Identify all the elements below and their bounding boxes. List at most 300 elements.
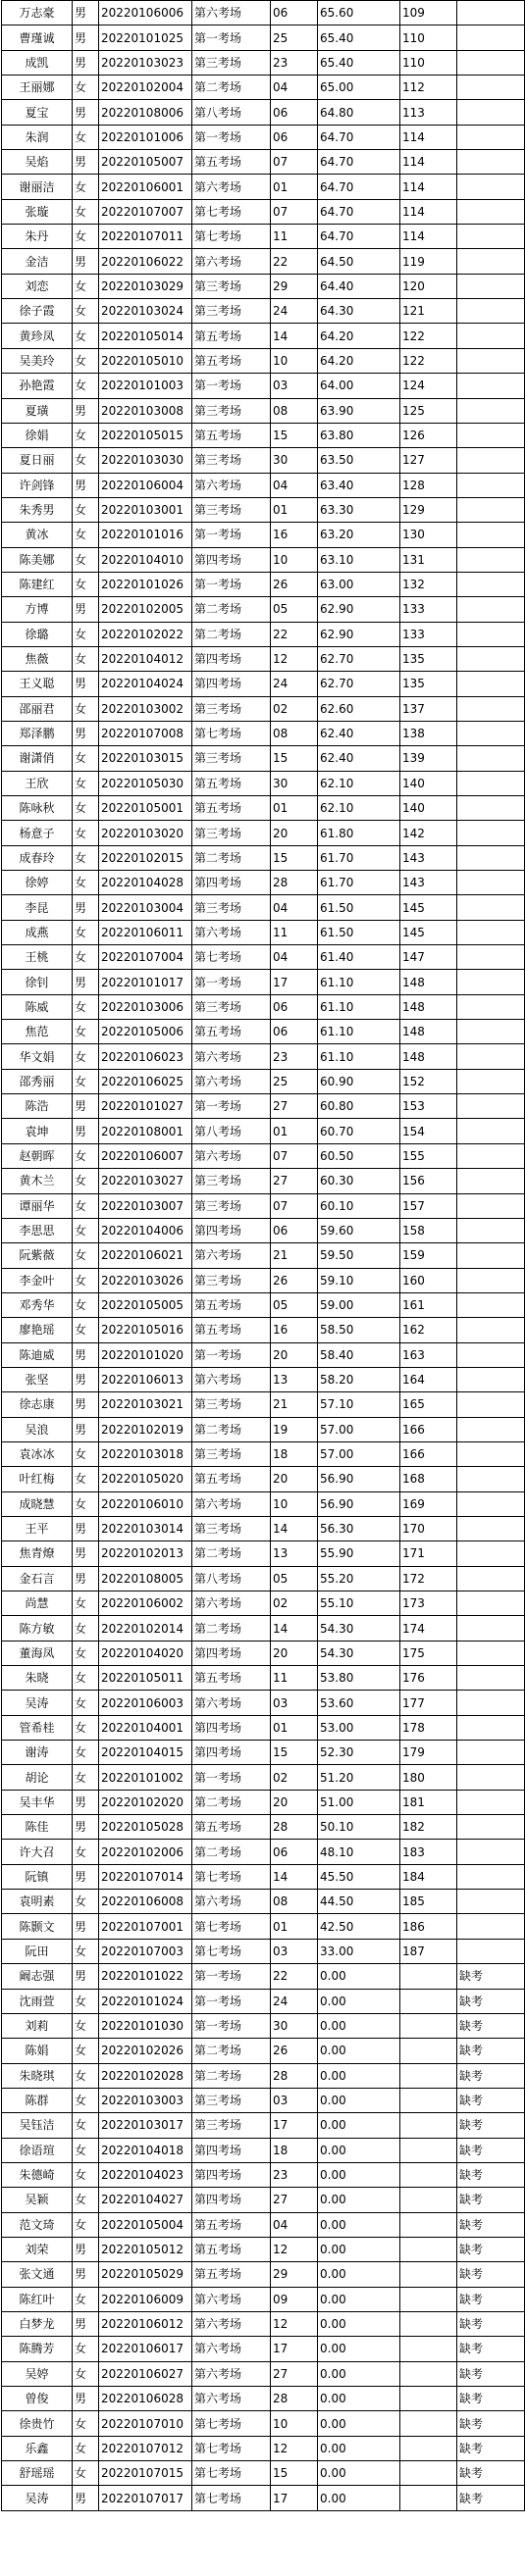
table-row <box>2 871 525 895</box>
candidate-name-cell: 成凯 <box>2 50 73 75</box>
rank-cell: 184 <box>400 1864 457 1889</box>
gender-cell: 女 <box>73 1641 99 1665</box>
remark-cell <box>457 622 525 646</box>
gender-cell: 女 <box>73 1243 99 1268</box>
exam-room-cell: 第一考场 <box>192 2013 271 2038</box>
exam-room-cell: 第一考场 <box>192 1342 271 1367</box>
exam-room-cell: 第四考场 <box>192 1641 271 1665</box>
seat-number-cell: 27 <box>271 1094 318 1119</box>
remark-cell: 缺考 <box>457 2436 525 2460</box>
gender-cell: 女 <box>73 994 99 1019</box>
exam-number-cell: 20220101003 <box>99 374 192 398</box>
gender-cell: 女 <box>73 572 99 596</box>
exam-room-cell: 第七考场 <box>192 1914 271 1939</box>
exam-number-cell: 20220103002 <box>99 696 192 721</box>
rank-cell <box>400 2088 457 2112</box>
remark-cell <box>457 547 525 572</box>
table-row <box>2 994 525 1019</box>
seat-number-cell: 04 <box>271 895 318 920</box>
table-row <box>2 497 525 522</box>
exam-room-cell: 第一考场 <box>192 1094 271 1119</box>
gender-cell: 女 <box>73 2337 99 2361</box>
seat-number-cell: 01 <box>271 796 318 821</box>
seat-number-cell: 23 <box>271 1044 318 1069</box>
table-row <box>2 1964 525 1989</box>
seat-number-cell: 08 <box>271 398 318 423</box>
gender-cell: 女 <box>73 125 99 149</box>
exam-number-cell: 20220103023 <box>99 50 192 75</box>
gender-cell: 女 <box>73 2013 99 2038</box>
remark-cell: 缺考 <box>457 2063 525 2088</box>
remark-cell <box>457 50 525 75</box>
rank-cell: 114 <box>400 199 457 224</box>
table-row <box>2 1367 525 1391</box>
candidate-name-cell: 陈群 <box>2 2088 73 2112</box>
exam-room-cell: 第五考场 <box>192 796 271 821</box>
rank-cell <box>400 2461 457 2486</box>
score-cell: 0.00 <box>318 2411 400 2436</box>
gender-cell: 女 <box>73 324 99 348</box>
seat-number-cell: 13 <box>271 1541 318 1566</box>
seat-number-cell: 16 <box>271 1318 318 1342</box>
table-row <box>2 1616 525 1641</box>
exam-room-cell: 第三考场 <box>192 1441 271 1466</box>
candidate-name-cell: 陈美娜 <box>2 547 73 572</box>
gender-cell: 男 <box>73 1342 99 1367</box>
remark-cell: 缺考 <box>457 2013 525 2038</box>
table-row <box>2 721 525 745</box>
exam-number-cell: 20220102019 <box>99 1417 192 1441</box>
exam-room-cell: 第七考场 <box>192 225 271 249</box>
gender-cell: 女 <box>73 871 99 895</box>
exam-number-cell: 20220103007 <box>99 1193 192 1218</box>
remark-cell: 缺考 <box>457 1989 525 2013</box>
exam-room-cell: 第三考场 <box>192 1193 271 1218</box>
score-cell: 61.10 <box>318 994 400 1019</box>
exam-room-cell: 第三考场 <box>192 696 271 721</box>
gender-cell: 女 <box>73 497 99 522</box>
seat-number-cell: 20 <box>271 1467 318 1491</box>
candidate-name-cell: 成晓慧 <box>2 1491 73 1516</box>
candidate-name-cell: 成春玲 <box>2 845 73 870</box>
gender-cell: 女 <box>73 2039 99 2063</box>
rank-cell: 135 <box>400 672 457 696</box>
remark-cell <box>457 696 525 721</box>
score-cell: 54.30 <box>318 1616 400 1641</box>
seat-number-cell: 12 <box>271 646 318 671</box>
exam-room-cell: 第五考场 <box>192 1815 271 1840</box>
seat-number-cell: 06 <box>271 994 318 1019</box>
exam-number-cell: 20220108005 <box>99 1566 192 1591</box>
remark-cell <box>457 597 525 622</box>
rank-cell: 145 <box>400 895 457 920</box>
exam-room-cell: 第一考场 <box>192 125 271 149</box>
rank-cell: 135 <box>400 646 457 671</box>
remark-cell <box>457 1467 525 1491</box>
candidate-name-cell: 曹瑾诚 <box>2 25 73 50</box>
gender-cell: 女 <box>73 1318 99 1342</box>
rank-cell: 174 <box>400 1616 457 1641</box>
seat-number-cell: 06 <box>271 1020 318 1044</box>
score-cell: 65.60 <box>318 1 400 25</box>
candidate-name-cell: 舒瑶瑶 <box>2 2461 73 2486</box>
exam-room-cell: 第五考场 <box>192 324 271 348</box>
score-cell: 61.10 <box>318 970 400 994</box>
gender-cell: 男 <box>73 1914 99 1939</box>
score-cell: 62.70 <box>318 646 400 671</box>
seat-number-cell: 27 <box>271 2188 318 2212</box>
candidate-name-cell: 王桃 <box>2 945 73 970</box>
exam-room-cell: 第六考场 <box>192 920 271 944</box>
seat-number-cell: 02 <box>271 1765 318 1790</box>
remark-cell <box>457 1491 525 1516</box>
candidate-name-cell: 吴婷 <box>2 2361 73 2386</box>
exam-number-cell: 20220101017 <box>99 970 192 994</box>
rank-cell <box>400 2311 457 2336</box>
score-cell: 62.60 <box>318 696 400 721</box>
exam-room-cell: 第一考场 <box>192 1989 271 2013</box>
exam-room-cell: 第七考场 <box>192 1864 271 1889</box>
seat-number-cell: 15 <box>271 746 318 771</box>
exam-number-cell: 20220102028 <box>99 2063 192 2088</box>
exam-number-cell: 20220102005 <box>99 597 192 622</box>
exam-room-cell: 第六考场 <box>192 1243 271 1268</box>
rank-cell: 114 <box>400 125 457 149</box>
candidate-name-cell: 张璇 <box>2 199 73 224</box>
exam-room-cell: 第二考场 <box>192 845 271 870</box>
score-cell: 0.00 <box>318 2212 400 2237</box>
rank-cell: 183 <box>400 1840 457 1864</box>
candidate-name-cell: 徐璐 <box>2 622 73 646</box>
gender-cell: 女 <box>73 2138 99 2162</box>
score-cell: 57.10 <box>318 1392 400 1417</box>
exam-room-cell: 第六考场 <box>192 175 271 199</box>
table-row <box>2 299 525 324</box>
rank-cell: 161 <box>400 1292 457 1317</box>
score-cell: 53.80 <box>318 1666 400 1691</box>
exam-room-cell: 第一考场 <box>192 25 271 50</box>
remark-cell <box>457 150 525 175</box>
table-row <box>2 2311 525 2336</box>
remark-cell: 缺考 <box>457 2039 525 2063</box>
exam-number-cell: 20220105016 <box>99 1318 192 1342</box>
rank-cell: 176 <box>400 1666 457 1691</box>
remark-cell: 缺考 <box>457 2237 525 2261</box>
seat-number-cell: 10 <box>271 547 318 572</box>
rank-cell: 170 <box>400 1516 457 1541</box>
score-cell: 62.10 <box>318 796 400 821</box>
seat-number-cell: 01 <box>271 1119 318 1143</box>
score-cell: 58.50 <box>318 1318 400 1342</box>
table-row <box>2 771 525 795</box>
exam-number-cell: 20220103014 <box>99 1516 192 1541</box>
exam-room-cell: 第六考场 <box>192 473 271 497</box>
candidate-name-cell: 陈颢文 <box>2 1914 73 1939</box>
table-row <box>2 672 525 696</box>
table-row <box>2 1715 525 1740</box>
candidate-name-cell: 张文通 <box>2 2262 73 2287</box>
exam-number-cell: 20220107003 <box>99 1939 192 1963</box>
score-cell: 57.00 <box>318 1441 400 1466</box>
seat-number-cell: 06 <box>271 100 318 125</box>
rank-cell: 120 <box>400 274 457 298</box>
score-cell: 59.60 <box>318 1218 400 1242</box>
exam-number-cell: 20220102006 <box>99 1840 192 1864</box>
gender-cell: 女 <box>73 1691 99 1715</box>
seat-number-cell: 04 <box>271 945 318 970</box>
seat-number-cell: 03 <box>271 374 318 398</box>
exam-room-cell: 第二考场 <box>192 1541 271 1566</box>
table-row <box>2 1069 525 1093</box>
seat-number-cell: 11 <box>271 1666 318 1691</box>
score-cell: 62.70 <box>318 672 400 696</box>
exam-number-cell: 20220102022 <box>99 622 192 646</box>
remark-cell <box>457 1143 525 1168</box>
seat-number-cell: 28 <box>271 2387 318 2411</box>
exam-room-cell: 第三考场 <box>192 398 271 423</box>
rank-cell: 124 <box>400 374 457 398</box>
seat-number-cell: 24 <box>271 299 318 324</box>
gender-cell: 女 <box>73 448 99 473</box>
score-cell: 44.50 <box>318 1890 400 1914</box>
score-cell: 63.90 <box>318 398 400 423</box>
table-row <box>2 2063 525 2088</box>
gender-cell: 女 <box>73 1491 99 1516</box>
gender-cell: 女 <box>73 2212 99 2237</box>
seat-number-cell: 22 <box>271 249 318 274</box>
rank-cell: 109 <box>400 1 457 25</box>
seat-number-cell: 03 <box>271 2088 318 2112</box>
candidate-name-cell: 陈方敏 <box>2 1616 73 1641</box>
exam-number-cell: 20220107014 <box>99 1864 192 1889</box>
table-row <box>2 1815 525 1840</box>
seat-number-cell: 28 <box>271 871 318 895</box>
score-cell: 64.20 <box>318 348 400 373</box>
exam-room-cell: 第四考场 <box>192 1741 271 1765</box>
exam-room-cell: 第六考场 <box>192 1890 271 1914</box>
table-row <box>2 1292 525 1317</box>
score-cell: 0.00 <box>318 2039 400 2063</box>
seat-number-cell: 09 <box>271 2287 318 2311</box>
exam-number-cell: 20220104018 <box>99 2138 192 2162</box>
seat-number-cell: 21 <box>271 1392 318 1417</box>
exam-number-cell: 20220103006 <box>99 994 192 1019</box>
exam-number-cell: 20220107015 <box>99 2461 192 2486</box>
table-row <box>2 2162 525 2187</box>
exam-number-cell: 20220106027 <box>99 2361 192 2386</box>
exam-number-cell: 20220103020 <box>99 821 192 845</box>
exam-room-cell: 第五考场 <box>192 1292 271 1317</box>
table-row <box>2 821 525 845</box>
candidate-name-cell: 徐语瑄 <box>2 2138 73 2162</box>
candidate-name-cell: 陈娟 <box>2 2039 73 2063</box>
gender-cell: 女 <box>73 1044 99 1069</box>
score-cell: 0.00 <box>318 2311 400 2336</box>
table-row <box>2 1914 525 1939</box>
score-cell: 61.50 <box>318 895 400 920</box>
exam-number-cell: 20220105004 <box>99 2212 192 2237</box>
candidate-name-cell: 徐子霞 <box>2 299 73 324</box>
gender-cell: 女 <box>73 175 99 199</box>
seat-number-cell: 17 <box>271 2337 318 2361</box>
score-cell: 64.70 <box>318 199 400 224</box>
exam-number-cell: 20220102013 <box>99 1541 192 1566</box>
seat-number-cell: 07 <box>271 199 318 224</box>
remark-cell <box>457 1392 525 1417</box>
table-row <box>2 1641 525 1665</box>
table-row <box>2 25 525 50</box>
score-cell: 63.50 <box>318 448 400 473</box>
rank-cell: 122 <box>400 348 457 373</box>
candidate-name-cell: 徐婷 <box>2 871 73 895</box>
remark-cell <box>457 1566 525 1591</box>
score-cell: 0.00 <box>318 2162 400 2187</box>
seat-number-cell: 29 <box>271 2262 318 2287</box>
rank-cell <box>400 2337 457 2361</box>
table-row <box>2 2436 525 2460</box>
seat-number-cell: 19 <box>271 1417 318 1441</box>
exam-room-cell: 第三考场 <box>192 2088 271 2112</box>
gender-cell: 女 <box>73 2113 99 2138</box>
exam-number-cell: 20220102004 <box>99 76 192 100</box>
exam-room-cell: 第八考场 <box>192 100 271 125</box>
table-row <box>2 1989 525 2013</box>
seat-number-cell: 28 <box>271 1815 318 1840</box>
table-row <box>2 845 525 870</box>
table-row <box>2 1318 525 1342</box>
exam-number-cell: 20220104015 <box>99 1741 192 1765</box>
gender-cell: 女 <box>73 523 99 547</box>
gender-cell: 男 <box>73 1094 99 1119</box>
exam-number-cell: 20220106003 <box>99 1691 192 1715</box>
candidate-name-cell: 刘恋 <box>2 274 73 298</box>
exam-number-cell: 20220101026 <box>99 572 192 596</box>
score-cell: 63.20 <box>318 523 400 547</box>
exam-room-cell: 第三考场 <box>192 50 271 75</box>
gender-cell: 女 <box>73 821 99 845</box>
rank-cell: 119 <box>400 249 457 274</box>
rank-cell: 138 <box>400 721 457 745</box>
candidate-name-cell: 廖艳瑶 <box>2 1318 73 1342</box>
seat-number-cell: 26 <box>271 1268 318 1292</box>
candidate-name-cell: 黄珍凤 <box>2 324 73 348</box>
seat-number-cell: 18 <box>271 2138 318 2162</box>
rank-cell: 152 <box>400 1069 457 1093</box>
exam-number-cell: 20220107007 <box>99 199 192 224</box>
gender-cell: 男 <box>73 249 99 274</box>
gender-cell: 男 <box>73 2387 99 2411</box>
remark-cell: 缺考 <box>457 2461 525 2486</box>
seat-number-cell: 03 <box>271 1939 318 1963</box>
table-row <box>2 1143 525 1168</box>
table-row <box>2 1218 525 1242</box>
exam-number-cell: 20220104023 <box>99 2162 192 2187</box>
exam-number-cell: 20220101006 <box>99 125 192 149</box>
score-cell: 33.00 <box>318 1939 400 1963</box>
seat-number-cell: 18 <box>271 1441 318 1466</box>
remark-cell <box>457 821 525 845</box>
seat-number-cell: 02 <box>271 696 318 721</box>
rank-cell: 133 <box>400 622 457 646</box>
score-cell: 64.40 <box>318 274 400 298</box>
candidate-name-cell: 朱丹 <box>2 225 73 249</box>
exam-room-cell: 第四考场 <box>192 547 271 572</box>
candidate-name-cell: 陈腾芳 <box>2 2337 73 2361</box>
table-row <box>2 1094 525 1119</box>
gender-cell: 女 <box>73 696 99 721</box>
gender-cell: 男 <box>73 1417 99 1441</box>
table-row <box>2 1790 525 1814</box>
exam-number-cell: 20220103017 <box>99 2113 192 2138</box>
gender-cell: 女 <box>73 845 99 870</box>
candidate-name-cell: 焦范 <box>2 1020 73 1044</box>
candidate-name-cell: 王丽娜 <box>2 76 73 100</box>
exam-room-cell: 第一考场 <box>192 374 271 398</box>
table-row <box>2 2387 525 2411</box>
exam-number-cell: 20220107010 <box>99 2411 192 2436</box>
candidate-name-cell: 胡论 <box>2 1765 73 1790</box>
score-cell: 58.20 <box>318 1367 400 1391</box>
candidate-name-cell: 朱秀男 <box>2 497 73 522</box>
rank-cell <box>400 2387 457 2411</box>
table-row <box>2 1691 525 1715</box>
seat-number-cell: 26 <box>271 572 318 596</box>
exam-room-cell: 第一考场 <box>192 523 271 547</box>
remark-cell <box>457 299 525 324</box>
rank-cell: 163 <box>400 1342 457 1367</box>
score-cell: 0.00 <box>318 2436 400 2460</box>
table-row <box>2 398 525 423</box>
seat-number-cell: 06 <box>271 1218 318 1242</box>
candidate-name-cell: 黄木兰 <box>2 1169 73 1193</box>
exam-room-cell: 第七考场 <box>192 2461 271 2486</box>
gender-cell: 男 <box>73 1864 99 1889</box>
candidate-name-cell: 邵秀丽 <box>2 1069 73 1093</box>
exam-number-cell: 20220105006 <box>99 1020 192 1044</box>
table-row <box>2 150 525 175</box>
exam-room-cell: 第五考场 <box>192 1020 271 1044</box>
table-row <box>2 2361 525 2386</box>
score-cell: 64.70 <box>318 175 400 199</box>
candidate-name-cell: 陈浩 <box>2 1094 73 1119</box>
rank-cell <box>400 2013 457 2038</box>
exam-room-cell: 第五考场 <box>192 771 271 795</box>
score-cell: 0.00 <box>318 2337 400 2361</box>
rank-cell: 147 <box>400 945 457 970</box>
gender-cell: 男 <box>73 2311 99 2336</box>
seat-number-cell: 24 <box>271 672 318 696</box>
exam-number-cell: 20220103004 <box>99 895 192 920</box>
exam-room-cell: 第二考场 <box>192 1840 271 1864</box>
score-cell: 64.70 <box>318 125 400 149</box>
gender-cell: 男 <box>73 597 99 622</box>
remark-cell <box>457 398 525 423</box>
rank-cell: 122 <box>400 324 457 348</box>
seat-number-cell: 01 <box>271 1914 318 1939</box>
gender-cell: 女 <box>73 1989 99 2013</box>
rank-cell: 154 <box>400 1119 457 1143</box>
score-cell: 61.70 <box>318 845 400 870</box>
table-row <box>2 1765 525 1790</box>
remark-cell <box>457 871 525 895</box>
remark-cell <box>457 1 525 25</box>
table-row <box>2 1666 525 1691</box>
remark-cell <box>457 1318 525 1342</box>
remark-cell <box>457 721 525 745</box>
gender-cell: 女 <box>73 1193 99 1218</box>
rank-cell <box>400 1964 457 1989</box>
rank-cell: 165 <box>400 1392 457 1417</box>
